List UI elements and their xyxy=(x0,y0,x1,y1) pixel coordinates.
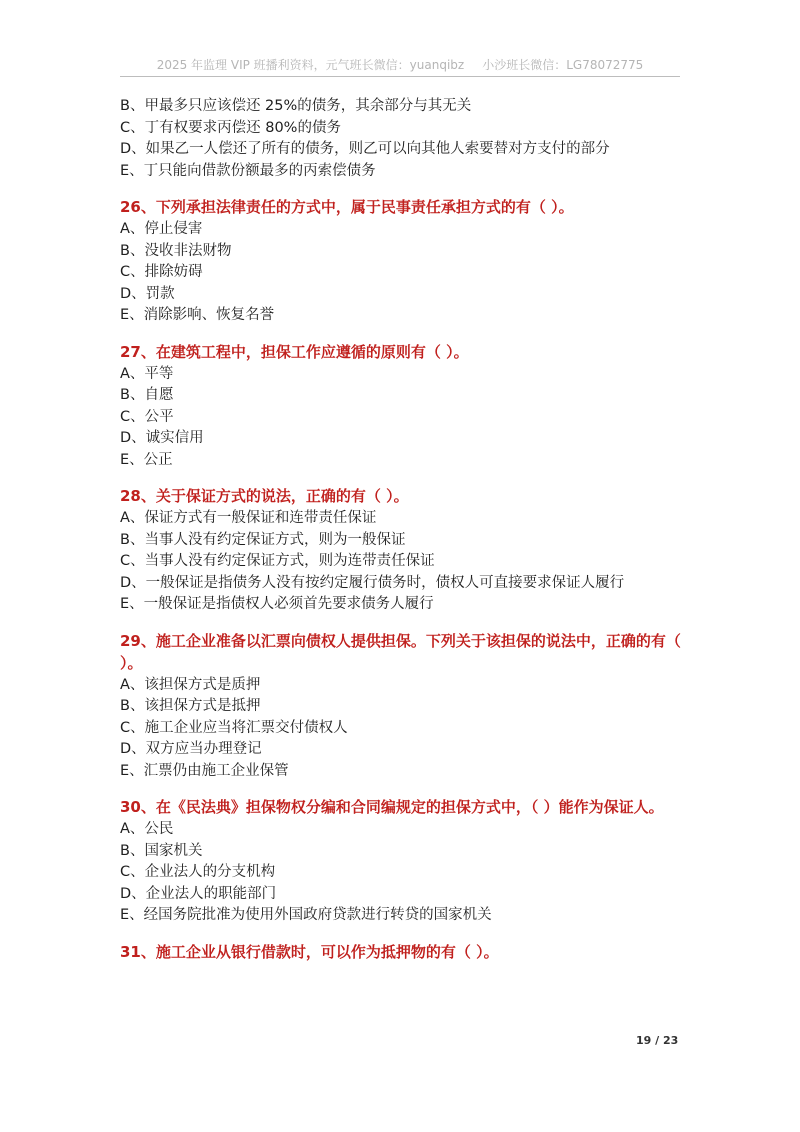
option-b: B、没收非法财物 xyxy=(120,242,232,259)
option-a: A、平等 xyxy=(120,365,174,382)
option-e: E、消除影响、恢复名誉 xyxy=(120,307,275,323)
question-29 xyxy=(120,630,690,783)
question-title: 30、在《民法典》担保物权分编和合同编规定的担保方式中，（ ）能作为保证人。 xyxy=(120,798,664,816)
option-a: A、停止侵害 xyxy=(120,221,203,237)
option-d: D、企业法人的职能部门 xyxy=(120,885,277,902)
option-a: A、公民 xyxy=(120,821,174,837)
question-28 xyxy=(120,485,690,616)
question-26 xyxy=(120,196,690,327)
option-d: D、双方应当办理登记 xyxy=(120,741,262,757)
option-d: D、罚款 xyxy=(120,285,175,302)
question-title: 29、施工企业准备以汇票向债权人提供担保。下列关于该担保的说法中，正确的有（ ）。 xyxy=(120,631,681,672)
page-number: 19 / 23 xyxy=(636,1034,679,1047)
question-31 xyxy=(120,941,690,963)
option-e: E、一般保证是指债权人必须首先要求债务人履行 xyxy=(120,596,434,612)
option-e: E、经国务院批准为使用外国政府贷款进行转贷的国家机关 xyxy=(120,907,492,923)
question-title: 27、在建筑工程中，担保工作应遵循的原则有（ ）。 xyxy=(120,342,469,361)
question-30 xyxy=(120,796,690,927)
option-b: B、当事人没有约定保证方式，则为一般保证 xyxy=(120,531,406,548)
option-c: C、公平 xyxy=(120,408,174,425)
option-b: B、自愿 xyxy=(120,387,174,403)
option-b: B、甲最多只应该偿还 25%的债务，其余部分与其无关 xyxy=(120,98,472,114)
option-e: E、汇票仍由施工企业保管 xyxy=(120,762,289,779)
header-right-text: 小沙班长微信：LG78072775 xyxy=(482,58,644,72)
previous-question-options xyxy=(120,96,690,182)
option-a: A、保证方式有一般保证和连带责任保证 xyxy=(120,510,377,526)
option-c: C、施工企业应当将汇票交付债权人 xyxy=(120,719,348,736)
option-c: C、排除妨碍 xyxy=(120,264,203,280)
page-content xyxy=(120,96,690,964)
question-27 xyxy=(120,341,690,472)
question-title: 28、关于保证方式的说法，正确的有（ ）。 xyxy=(120,487,409,505)
option-b: B、国家机关 xyxy=(120,842,203,859)
option-c: C、当事人没有约定保证方式，则为连带责任保证 xyxy=(120,553,435,569)
page-header xyxy=(120,56,680,77)
option-b: B、该担保方式是抵押 xyxy=(120,698,261,714)
option-c: C、丁有权要求丙偿还 80%的债务 xyxy=(120,119,341,136)
option-c: C、企业法人的分支机构 xyxy=(120,864,276,880)
option-d: D、一般保证是指债务人没有按约定履行债务时，债权人可直接要求保证人履行 xyxy=(120,574,625,591)
header-left-text: 2025 年监理 VIP 班播利资料，元气班长微信：yuanqibz xyxy=(156,58,465,72)
option-e: E、公正 xyxy=(120,451,173,468)
option-d: D、诚实信用 xyxy=(120,430,204,446)
question-title: 26、下列承担法律责任的方式中，属于民事责任承担方式的有（ ）。 xyxy=(120,198,574,216)
option-d: D、如果乙一人偿还了所有的债务，则乙可以向其他人索要替对方支付的部分 xyxy=(120,141,610,157)
option-a: A、该担保方式是质押 xyxy=(120,676,261,693)
option-e: E、丁只能向借款份额最多的丙索偿债务 xyxy=(120,162,376,179)
question-title: 31、施工企业从银行借款时，可以作为抵押物的有（ ）。 xyxy=(120,942,499,961)
